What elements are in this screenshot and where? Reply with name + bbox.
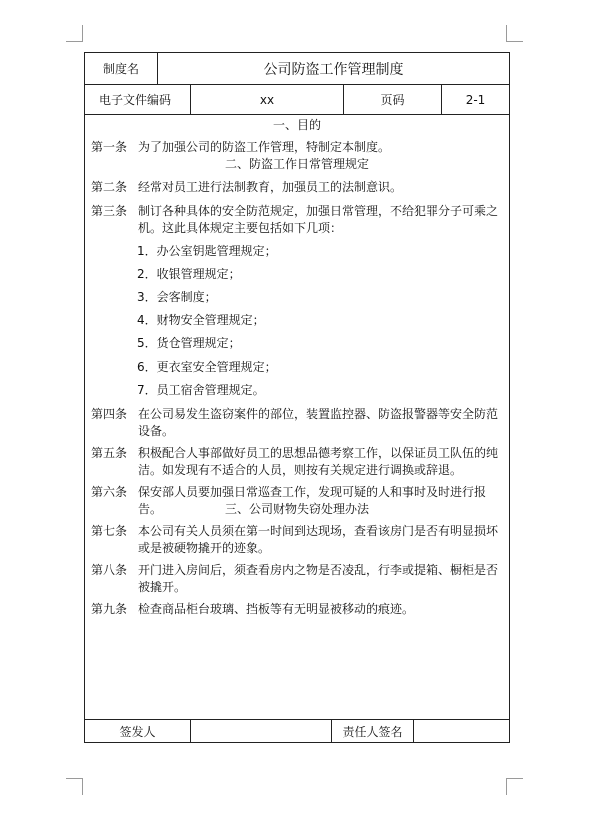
article-label: 第三条	[91, 204, 128, 218]
article-label: 第八条	[91, 563, 128, 577]
article	[91, 203, 505, 237]
file-code-value: xx	[191, 85, 344, 114]
article-text: 经常对员工进行法制教育，加强员工的法制意识。	[138, 180, 403, 194]
article	[91, 179, 505, 196]
document-body	[85, 115, 509, 721]
name-label: 制度名	[85, 53, 158, 84]
article-label: 第九条	[91, 602, 128, 616]
article-text: 在公司易发生盗窃案件的部位，装置监控器、防盗报警器等安全防范设备。	[138, 407, 499, 438]
article-text: 本公司有关人员须在第一时间到达现场，查看该房门是否有明显损坏或是被硬物撬开的迹象。	[138, 524, 499, 555]
article-text: 保安部人员要加强日常巡查工作，发现可疑的人和事时及时进行报告。	[138, 485, 487, 516]
document-form	[84, 52, 510, 743]
list-item: 6．更衣室安全管理规定；	[137, 360, 277, 374]
title-row	[85, 53, 509, 85]
article-label: 第六条	[91, 485, 128, 499]
article-label: 第四条	[91, 407, 128, 421]
signature-row	[85, 719, 509, 742]
article-text: 开门进入房间后，须查看房内之物是否凌乱，行李或提箱、橱柜是否被撬开。	[138, 563, 499, 594]
article-text: 为了加强公司的防盗工作管理，特制定本制度。	[138, 140, 391, 154]
article	[91, 445, 505, 479]
section-heading: 二、防盗工作日常管理规定	[224, 157, 369, 171]
article	[91, 523, 505, 557]
list-item: 3．会客制度；	[137, 290, 217, 304]
article	[91, 601, 505, 618]
crop-mark-top-right	[506, 25, 523, 42]
crop-mark-top-left	[66, 25, 83, 42]
responsible-signature-field[interactable]	[414, 720, 509, 742]
document-title: 公司防盗工作管理制度	[263, 61, 404, 78]
article-label: 第一条	[91, 140, 128, 154]
meta-row	[85, 85, 509, 115]
article-text: 检查商品柜台玻璃、挡板等有无明显被移动的痕迹。	[138, 602, 415, 616]
list-item: 7．员工宿舍管理规定。	[137, 383, 265, 397]
article-text: 积极配合人事部做好员工的思想品德考察工作，以保证员工队伍的纯洁。如发现有不适合的人员，则按有关规定进行调换或辞退。	[138, 446, 499, 477]
article-label: 第五条	[91, 446, 128, 460]
issuer-signature-field[interactable]	[191, 720, 332, 742]
article-label: 第二条	[91, 180, 128, 194]
section-heading: 三、公司财物失窃处理办法	[224, 502, 369, 516]
list-item: 2．收银管理规定；	[137, 267, 241, 281]
article-text: 制订各种具体的安全防范规定，加强日常管理，不给犯罪分子可乘之机。这此具体规定主要包括如下几项：	[138, 204, 499, 235]
list-item: 1．办公室钥匙管理规定；	[137, 244, 277, 258]
file-code-label: 电子文件编码	[85, 85, 191, 114]
crop-mark-bottom-right	[506, 778, 523, 795]
issuer-label: 签发人	[85, 720, 191, 742]
article	[91, 406, 505, 440]
article	[91, 139, 505, 156]
section-heading: 一、目的	[272, 118, 321, 132]
list-item: 4．财物安全管理规定；	[137, 313, 265, 327]
page-value: 2-1	[465, 92, 486, 107]
crop-mark-bottom-left	[66, 778, 83, 795]
responsible-label: 责任人签名	[332, 720, 414, 742]
page-label: 页码	[344, 85, 442, 114]
article-label: 第七条	[91, 524, 128, 538]
article	[91, 562, 505, 596]
list-item: 5．货仓管理规定；	[137, 336, 241, 350]
